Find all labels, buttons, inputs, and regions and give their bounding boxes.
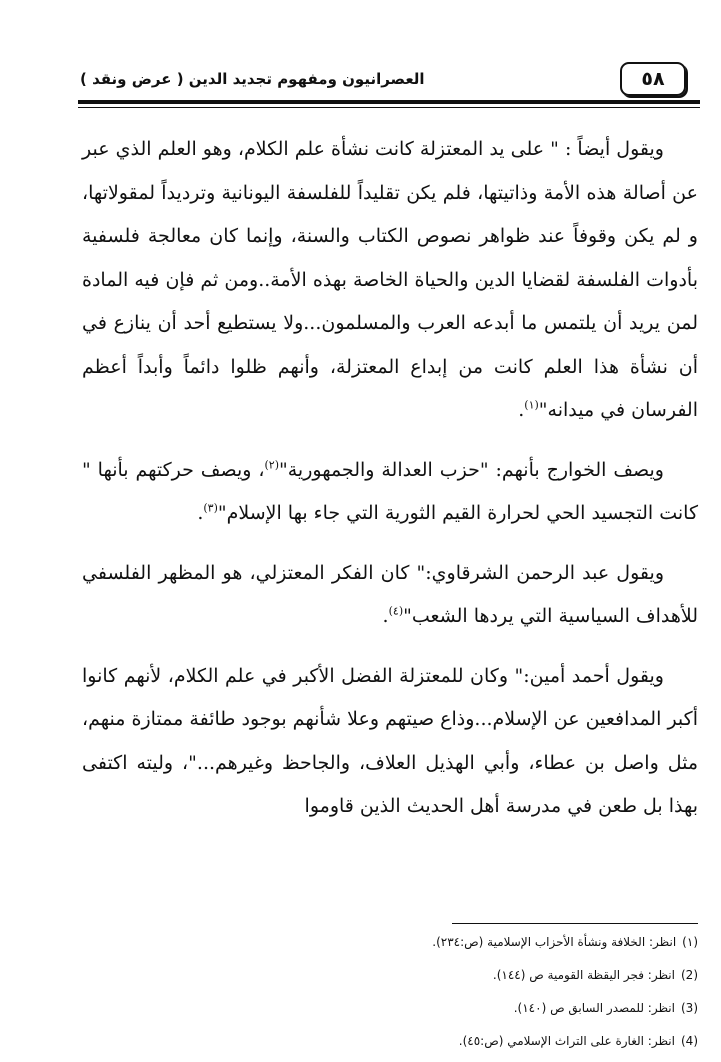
- footnote-ref-1: (١): [524, 398, 539, 412]
- footnote-separator: [452, 923, 698, 924]
- footnote-ref-3: (٣): [203, 501, 218, 515]
- footnote-1: (١)انظر: الخلافة ونشأة الأحزاب الإسلامية (ص:٢٣٤).: [432, 935, 698, 949]
- footnote-3: (3)انظر: للمصدر السابق ص (١٤٠).: [513, 1001, 698, 1015]
- footnote-ref-4: (٤): [388, 604, 404, 618]
- footnote-4: (4)انظر: الغارة على التراث الإسلامي (ص:٤٥).: [458, 1034, 698, 1048]
- page-number: ٥٨: [641, 68, 665, 90]
- footnotes: [300, 926, 698, 1058]
- paragraph-1: ويقول أيضاً : " على يد المعتزلة كانت نشأة علم الكلام، وهو العلم الذي عبر عن أصالة هذه الأمة وذاتيتها، فلم يكن تقليداً للفلسفة اليونانية وترديداً لمقولاتها، و لم يكن وقوفاً عند ظواهر نصوص الكتاب والسنة، وإنما كان معالجة فلسفية بأدوات الفلسفة لقضايا الدين والحياة الخاصة بهذه الأمة..ومن ثم فإن فيه المادة لمن يريد أن يلتمس ما أبدعه العرب والمسلمون...ولا يستطيع أحد أن ينازع في أن نشأة هذا العلم كانت من إبداع المعتزلة، وأنهم ظلوا دائماً وأبداً أعظم الفرسان في ميدانه"$^{(١)}$.: [82, 138, 698, 421]
- page-number-box: [620, 62, 686, 96]
- page-header: [78, 60, 686, 102]
- header-rule-thin: [78, 107, 700, 108]
- header-rule-thick: [78, 100, 700, 104]
- paragraph-2: ويصف الخوارج بأنهم: "حزب العدالة والجمهورية"$^{(٢)}$، ويصف حركتهم بأنها " كانت التجسيد الحي لحرارة القيم الثورية التي جاء بها الإسلام"$^{(٣)}$.: [82, 458, 698, 524]
- running-title: العصرانيون ومفهوم تجديد الدين ( عرض ونقد ): [80, 70, 425, 88]
- paragraph-3: ويقول عبد الرحمن الشرقاوي:" كان الفكر المعتزلي، هو المظهر الفلسفي للأهداف السياسية التي يردها الشعب"$^{(٤)}$.: [82, 561, 698, 627]
- footnote-ref-2: (٢): [264, 458, 279, 472]
- paragraph-4: ويقول أحمد أمين:" وكان للمعتزلة الفضل الأكبر في علم الكلام، لأنهم كانوا أكبر المدافعين عن الإسلام...وذاع صيتهم وعلا شأنهم بوجود طائفة ممتازة منهم، مثل واصل بن عطاء، وأبي الهذيل العلاف، والجاحظ وغيرهم..."، وليته اكتفى بهذا بل طعن في مدرسة أهل الحديث الذين قاوموا: [82, 664, 698, 817]
- footnote-2: (2)انظر: فجر اليقظة القومية ص (١٤٤).: [492, 968, 698, 982]
- body-text: [82, 128, 698, 829]
